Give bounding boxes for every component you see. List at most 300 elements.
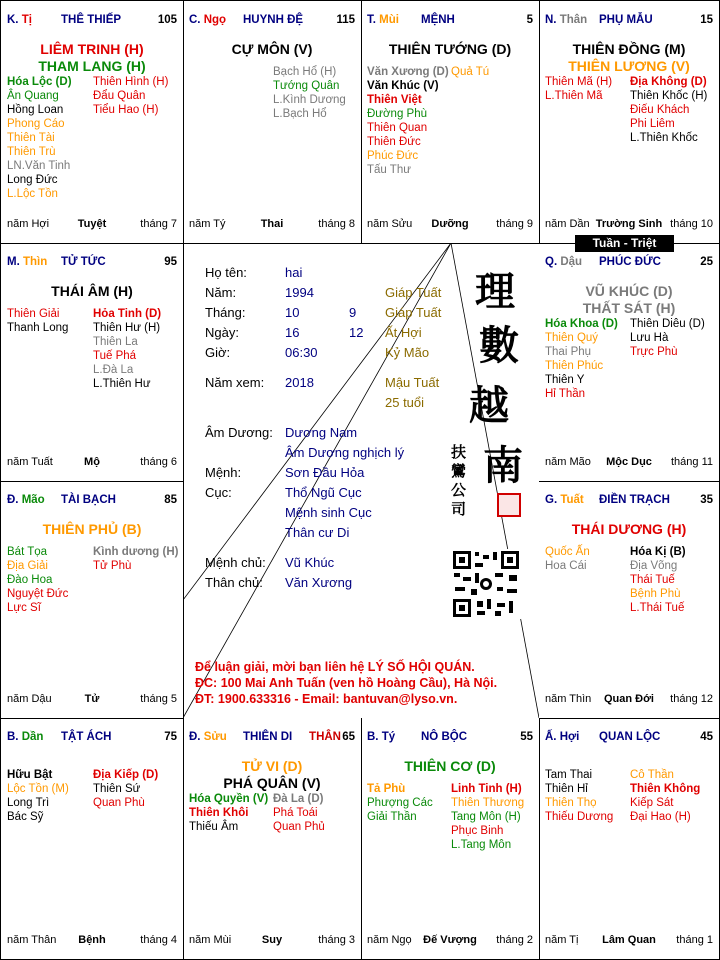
palace-footer	[545, 693, 713, 705]
palace-month: tháng 2	[496, 934, 533, 946]
palace-footer	[7, 934, 177, 946]
palace-year: năm Mùi	[189, 934, 232, 946]
branch-name: Thìn	[22, 256, 48, 268]
star-item: Đà La (D)	[273, 793, 324, 805]
month-label: Tháng:	[205, 305, 246, 320]
star-item: Thai Phụ	[545, 346, 592, 358]
star-item: L.Lộc Tồn	[7, 188, 58, 200]
main-stars	[1, 283, 183, 300]
star-item: Hỉ Thần	[545, 388, 586, 400]
star-item: Nguyệt Đức	[7, 588, 69, 600]
palace-footer	[189, 218, 355, 230]
life-stage: Tử	[84, 693, 100, 705]
palace-name: NÔ BỘC	[421, 731, 467, 743]
star-item: Tử Phù	[93, 560, 132, 572]
star-item: Phong Cáo	[7, 118, 65, 130]
bad-stars-column	[93, 75, 179, 201]
palace-name: TỬ TỨC	[61, 256, 106, 268]
star-item: Thiên Việt	[367, 94, 422, 106]
star-item: Linh Tinh (H)	[451, 783, 522, 795]
star-item: Lộc Tồn (M)	[7, 783, 69, 795]
branch-name: Ngọ	[203, 14, 227, 26]
main-star: THÁI ÂM (H)	[51, 283, 133, 299]
life-stage: Dưỡng	[431, 218, 469, 230]
star-item: Thiên Quan	[367, 122, 428, 134]
palace-number: 5	[526, 14, 533, 26]
star-item: Bát Tọa	[7, 546, 48, 558]
palace-name: PHỤ MẪU	[599, 14, 653, 26]
palace-header	[7, 14, 177, 26]
palace-year: năm Tị	[545, 934, 579, 946]
palace-footer	[545, 456, 713, 468]
branch-name: Dậu	[560, 256, 583, 268]
am-duong-value: Dương Nam	[285, 425, 358, 440]
star-item: Hữu Bật	[7, 769, 53, 781]
star-item: Địa Không (D)	[630, 76, 707, 88]
star-item: Bác Sỹ	[7, 811, 44, 823]
star-item: Hoa Cái	[545, 560, 587, 572]
star-item: Thiên Không	[630, 783, 701, 795]
palace-number: 45	[700, 731, 713, 743]
bad-stars-column	[273, 792, 357, 834]
main-stars	[539, 521, 719, 538]
star-item: Quả Tú	[451, 66, 490, 78]
life-stage: Bệnh	[78, 934, 106, 946]
star-item: Thiên Phúc	[545, 360, 604, 372]
main-star: TỬ VI (D)	[241, 758, 303, 774]
star-item: Hóa Kị (B)	[630, 546, 686, 558]
good-stars-column	[545, 75, 630, 145]
branch-prefix: Q.	[545, 256, 558, 268]
calligraphy-char: 越	[469, 382, 509, 429]
main-stars	[361, 758, 539, 775]
main-star: THÁI DƯƠNG (H)	[571, 521, 687, 537]
bad-stars-column	[93, 768, 179, 824]
year-value: 1994	[285, 285, 314, 300]
main-star: THIÊN ĐỒNG (M)	[572, 41, 686, 57]
life-stage: Quan Đới	[604, 693, 654, 705]
life-stage: Suy	[261, 934, 283, 946]
palace-month: tháng 5	[140, 693, 177, 705]
palace-tuat	[539, 481, 719, 719]
star-item: Điếu Khách	[630, 104, 690, 116]
palace-header	[7, 256, 177, 268]
palace-number: 25	[700, 256, 713, 268]
minor-stars	[545, 545, 715, 615]
good-stars-column	[367, 65, 451, 177]
palace-dau	[539, 243, 719, 482]
bad-stars-column	[93, 545, 179, 615]
branch-prefix: T.	[367, 14, 376, 26]
palace-month: tháng 1	[676, 934, 713, 946]
star-item: L.Thái Tuế	[630, 602, 685, 614]
palace-dan	[1, 718, 184, 959]
main-stars	[539, 41, 719, 75]
star-item: Lưu Hà	[630, 332, 669, 344]
palace-month: tháng 9	[496, 218, 533, 230]
star-item: Thiên Thọ	[545, 797, 597, 809]
main-stars	[539, 283, 719, 317]
palace-header	[189, 731, 355, 743]
star-item: Phúc Đức	[367, 150, 419, 162]
good-stars-column	[545, 317, 630, 401]
minor-stars	[7, 75, 179, 201]
star-item: Thanh Long	[7, 322, 69, 334]
main-stars	[1, 41, 183, 75]
palace-than	[539, 1, 719, 244]
palace-header	[545, 256, 713, 268]
bad-stars-column	[630, 75, 715, 145]
view-year-can-chi: Mậu Tuất	[385, 375, 440, 390]
main-star: VŨ KHÚC (D)	[585, 283, 673, 299]
star-item: Tướng Quân	[273, 80, 340, 92]
palace-name: TẬT ÁCH	[61, 731, 112, 743]
star-item: Ân Quang	[7, 90, 59, 102]
good-stars-column	[7, 75, 93, 201]
star-item: Tam Thai	[545, 769, 593, 781]
star-item: Thiên Khốc (H)	[630, 90, 708, 102]
star-item: L.Thiên Hư	[93, 378, 151, 390]
star-item: Thiếu Dương	[545, 811, 614, 823]
branch-name: Tý	[381, 731, 396, 743]
palace-month: tháng 10	[670, 218, 713, 230]
branch-prefix: B.	[367, 731, 379, 743]
palace-footer	[189, 934, 355, 946]
contact-phone-email: ĐT: 1900.633316 - Email: bantuvan@lyso.vn.	[195, 692, 458, 706]
palace-month: tháng 3	[318, 934, 355, 946]
center-info-panel	[183, 243, 539, 718]
star-item: Thiên Thương	[451, 797, 525, 809]
main-star: PHÁ QUÂN (V)	[223, 775, 321, 791]
star-item: L.Đà La	[93, 364, 134, 376]
name-value: hai	[285, 265, 303, 280]
star-item: Văn Xương (D)	[367, 66, 449, 78]
calligraphy-char: 理	[475, 268, 515, 315]
calligraphy-small-char: 司	[451, 500, 467, 518]
star-item: Tiểu Hao (H)	[93, 104, 159, 116]
palace-name: HUYNH ĐỆ	[243, 14, 304, 26]
star-item: LN.Văn Tinh	[7, 160, 71, 172]
star-item: Thiên Giải	[7, 308, 60, 320]
bad-stars-column	[630, 768, 715, 824]
branch-name: Hợi	[559, 731, 580, 743]
menh-chu-value: Vũ Khúc	[285, 555, 335, 570]
star-item: Thái Tuế	[630, 574, 675, 586]
star-item: L.Thiên Mã	[545, 90, 603, 102]
hour-value: 06:30	[285, 345, 318, 360]
minor-stars	[545, 317, 715, 401]
palace-number: 15	[700, 14, 713, 26]
star-item: Thiên Hư (H)	[93, 322, 161, 334]
star-item: Văn Khúc (V)	[367, 80, 439, 92]
day-label: Ngày:	[205, 325, 239, 340]
main-star: LIÊM TRINH (H)	[40, 41, 144, 57]
star-item: Đại Hao (H)	[630, 811, 691, 823]
palace-number: 105	[157, 14, 177, 26]
am-duong-note: Âm Dương nghịch lý	[285, 445, 405, 460]
star-item: Thiên Diêu (D)	[630, 318, 705, 330]
bad-stars-column	[630, 545, 715, 615]
minor-stars	[189, 792, 357, 834]
branch-prefix: N.	[545, 14, 557, 26]
branch-prefix: G.	[545, 494, 558, 506]
star-item: Tả Phù	[367, 783, 406, 795]
palace-header	[7, 494, 177, 506]
good-stars-column	[189, 792, 273, 834]
palace-name: QUAN LỘC	[599, 731, 661, 743]
star-item: Tuế Phá	[93, 350, 137, 362]
month-can-chi: Giáp Tuất	[385, 305, 442, 320]
star-item: Quốc Ấn	[545, 546, 590, 558]
star-item: Phục Binh	[451, 825, 504, 837]
star-item: Kiếp Sát	[630, 797, 674, 809]
star-item: L.Kình Dương	[273, 94, 346, 106]
palace-number: 95	[164, 256, 177, 268]
calligraphy-small-char: 公	[451, 481, 467, 499]
life-stage: Thai	[260, 218, 284, 230]
star-item: Giải Thần	[367, 811, 417, 823]
palace-hoi	[539, 718, 719, 959]
minor-stars	[367, 65, 535, 177]
life-stage: Tuyệt	[77, 218, 107, 230]
than-chu-value: Văn Xương	[285, 575, 353, 590]
star-item: L.Bạch Hổ	[273, 108, 327, 120]
menh-chu-label: Mệnh chủ:	[205, 555, 266, 570]
palace-year: năm Dần	[545, 218, 590, 230]
life-stage: Đế Vượng	[423, 934, 477, 946]
palace-header	[7, 731, 177, 743]
palace-year: năm Thân	[7, 934, 57, 946]
star-item: Hồng Loan	[7, 104, 64, 116]
palace-month: tháng 6	[140, 456, 177, 468]
bad-stars-column	[451, 65, 535, 177]
star-item: Thiên Hình (H)	[93, 76, 169, 88]
main-star: THIÊN TƯỚNG (D)	[388, 41, 512, 57]
palace-number: 85	[164, 494, 177, 506]
minor-stars	[7, 768, 179, 824]
palace-name: THÊ THIẾP	[61, 14, 122, 26]
star-item: Lực Sĩ	[7, 602, 41, 614]
menh-label: Mệnh:	[205, 465, 242, 480]
star-item: Cô Thần	[630, 769, 674, 781]
hour-can-chi: Kỷ Mão	[385, 345, 430, 360]
minor-stars	[367, 782, 535, 852]
main-star: THIÊN LƯƠNG (V)	[568, 58, 690, 74]
palace-ngo	[183, 1, 362, 244]
palace-footer	[7, 693, 177, 705]
star-item: Thiếu Âm	[189, 821, 239, 833]
star-item: Tấu Thư	[367, 164, 411, 176]
life-stage: Lâm Quan	[602, 934, 656, 946]
star-item: Trực Phù	[630, 346, 678, 358]
star-item: Thiên Hỉ	[545, 783, 588, 795]
minor-stars	[7, 545, 179, 615]
palace-mao	[1, 481, 184, 719]
main-star: CỰ MÔN (V)	[231, 41, 313, 57]
main-stars	[1, 521, 183, 538]
main-star: THAM LANG (H)	[38, 58, 146, 74]
palace-suu	[183, 718, 362, 959]
tuan-triet-label: Tuần - Triệt	[575, 235, 674, 252]
star-item: Thiên Đức	[367, 136, 421, 148]
palace-number: 65	[342, 731, 355, 743]
minor-stars	[7, 307, 179, 391]
good-stars-column	[545, 545, 630, 615]
day-lunar-value: 12	[349, 325, 364, 340]
calligraphy-small-char: 鸞	[451, 462, 467, 480]
calligraphy-char: 數	[479, 322, 519, 369]
month-lunar-value: 9	[349, 305, 357, 320]
star-item: Thiên Sứ	[93, 783, 141, 795]
palace-footer	[545, 934, 713, 946]
life-stage: Mộ	[84, 456, 100, 468]
star-item: Quan Phù	[93, 797, 145, 809]
branch-name: Tị	[21, 14, 32, 26]
palace-year: năm Ngọ	[367, 934, 412, 946]
star-item: Kình dương (H)	[93, 546, 179, 558]
branch-prefix: Ấ.	[545, 731, 557, 743]
branch-prefix: Đ.	[189, 731, 201, 743]
qr-code-icon	[451, 549, 521, 619]
palace-month: tháng 4	[140, 934, 177, 946]
palace-header	[189, 14, 355, 26]
star-item: Bạch Hổ (H)	[273, 66, 337, 78]
star-item: Đào Hoa	[7, 574, 53, 586]
palace-year: năm Sửu	[367, 218, 413, 230]
palace-year: năm Thìn	[545, 693, 592, 705]
palace-header	[545, 494, 713, 506]
good-stars-column	[7, 307, 93, 391]
good-stars-column	[545, 768, 630, 824]
than-tag: THÂN	[309, 731, 341, 743]
star-item: Địa Kiếp (D)	[93, 769, 159, 781]
star-item: Long Trì	[7, 797, 50, 809]
palace-ti	[1, 1, 184, 244]
bad-stars-column	[451, 782, 535, 852]
palace-footer	[367, 218, 533, 230]
star-item: Phi Liêm	[630, 118, 675, 130]
palace-name: MỆNH	[421, 14, 455, 26]
branch-prefix: B.	[7, 731, 19, 743]
day-value: 16	[285, 325, 300, 340]
palace-header	[545, 14, 713, 26]
palace-year: năm Mão	[545, 456, 591, 468]
star-item: Địa Võng	[630, 560, 678, 572]
palace-year: năm Tuất	[7, 456, 53, 468]
palace-header	[545, 731, 713, 743]
star-item: Quan Phủ	[273, 821, 325, 833]
cuc-note: Mệnh sinh Cục	[285, 505, 372, 520]
palace-mui	[361, 1, 540, 244]
contact-address: ĐC: 100 Mai Anh Tuấn (ven hồ Hoàng Cầu), Hà Nội.	[195, 676, 498, 690]
contact-line-1: Để luận giải, mời bạn liên hệ LÝ SỐ HỘI QUÁN.	[195, 660, 475, 674]
palace-footer	[7, 456, 177, 468]
star-item: Hóa Lộc (D)	[7, 76, 72, 88]
bad-stars-column	[93, 307, 179, 391]
bad-stars-column	[273, 65, 357, 121]
good-stars-column	[367, 782, 451, 852]
palace-name: PHÚC ĐỨC	[599, 256, 661, 268]
star-item: Thiên Trù	[7, 146, 56, 158]
palace-footer	[545, 218, 713, 230]
am-duong-label: Âm Dương:	[205, 425, 273, 440]
age-value: 25 tuổi	[385, 395, 425, 410]
palace-year: năm Tý	[189, 218, 226, 230]
view-year-label: Năm xem:	[205, 375, 265, 390]
day-can-chi: Ất Hợi	[385, 325, 422, 340]
palace-name: THIÊN DI	[243, 731, 293, 743]
palace-thin	[1, 243, 184, 482]
star-item: Hóa Khoa (D)	[545, 318, 618, 330]
calligraphy-small-column	[451, 443, 467, 519]
star-item: Thiên Y	[545, 374, 585, 386]
palace-number: 75	[164, 731, 177, 743]
branch-prefix: K.	[7, 14, 19, 26]
star-item: Tang Môn (H)	[451, 811, 521, 823]
name-label: Họ tên:	[205, 265, 247, 280]
palace-name: ĐIỀN TRẠCH	[599, 494, 670, 506]
cuc-value: Thổ Ngũ Cục	[285, 485, 362, 500]
star-item: Thiên La	[93, 336, 138, 348]
minor-stars	[545, 75, 715, 145]
palace-footer	[7, 218, 177, 230]
minor-stars	[189, 65, 357, 121]
branch-prefix: M.	[7, 256, 20, 268]
main-stars	[361, 41, 539, 58]
star-item: L.Tang Môn	[451, 839, 512, 851]
palace-number: 35	[700, 494, 713, 506]
star-item: Thiên Mã (H)	[545, 76, 613, 88]
palace-header	[367, 731, 533, 743]
minor-stars	[545, 768, 715, 824]
palace-year: năm Dậu	[7, 693, 52, 705]
bad-stars-column	[630, 317, 715, 401]
branch-name: Tuất	[560, 494, 584, 506]
main-stars	[183, 41, 361, 58]
hour-label: Giờ:	[205, 345, 231, 360]
palace-month: tháng 11	[670, 456, 713, 468]
branch-name: Thân	[559, 14, 588, 26]
palace-month: tháng 7	[140, 218, 177, 230]
star-item: L.Thiên Khốc	[630, 132, 698, 144]
star-item: Thiên Quý	[545, 332, 599, 344]
main-stars	[183, 758, 361, 792]
palace-year: năm Hợi	[7, 218, 50, 230]
star-item: Long Đức	[7, 174, 58, 186]
palace-month: tháng 8	[318, 218, 355, 230]
palace-number: 55	[520, 731, 533, 743]
palace-header	[367, 14, 533, 26]
view-year-value: 2018	[285, 375, 314, 390]
palace-month: tháng 12	[670, 693, 713, 705]
red-seal-icon	[497, 493, 521, 517]
branch-prefix: Đ.	[7, 494, 19, 506]
palace-ty	[361, 718, 540, 959]
star-item: Phá Toái	[273, 807, 318, 819]
star-item: Hóa Quyền (V)	[189, 793, 269, 805]
main-star: THIÊN CƠ (D)	[404, 758, 496, 774]
year-can-chi: Giáp Tuất	[385, 285, 442, 300]
branch-name: Dần	[21, 731, 44, 743]
star-item: Thiên Tài	[7, 132, 55, 144]
month-value: 10	[285, 305, 300, 320]
calligraphy-small-char: 扶	[451, 443, 467, 461]
menh-value: Sơn Đầu Hỏa	[285, 465, 365, 480]
star-item: Hỏa Tinh (D)	[93, 308, 162, 320]
good-stars-column	[189, 65, 273, 121]
main-star: THẤT SÁT (H)	[582, 300, 676, 316]
than-chu-label: Thân chủ:	[205, 575, 263, 590]
